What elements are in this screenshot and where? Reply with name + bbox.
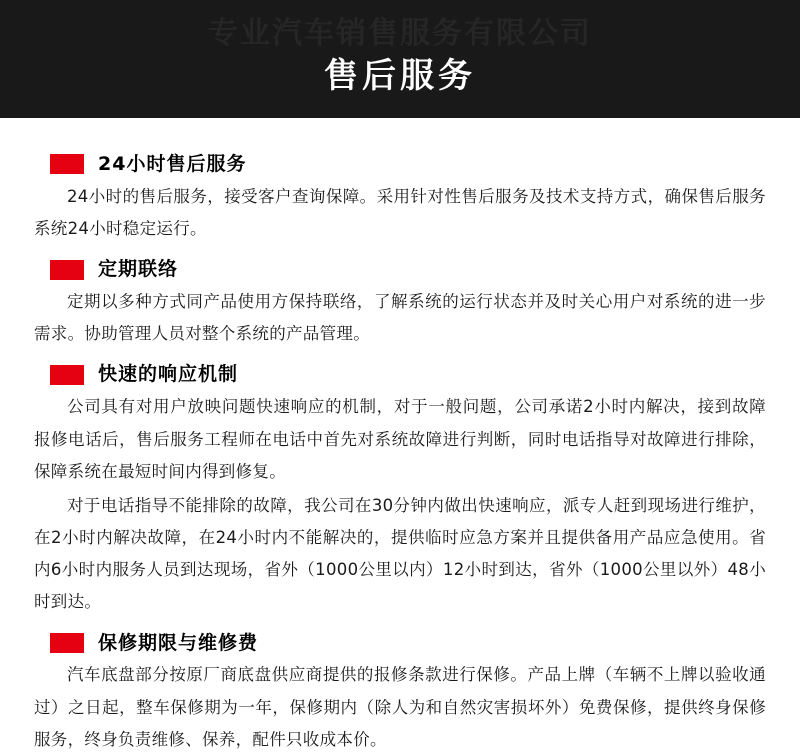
section-24h-service (34, 154, 766, 245)
section-title: 24小时售后服务 (98, 153, 247, 175)
section-paragraph: 对于电话指导不能排除的故障，我公司在30分钟内做出快速响应，派专人赶到现场进行维护，在2小时内解决故障，在24小时内不能解决的，提供临时应急方案并且提供备用产品应急使用。省内6小时内服务人员到达现场，省外（1000公里以内）12小时到达，省外（1000公里以外）48小时到达。 (34, 495, 766, 612)
section-fast-response (34, 364, 766, 618)
red-square-bullet-icon (50, 260, 84, 280)
banner-watermark-text: 专业汽车销售服务有限公司 (208, 16, 592, 51)
section-warranty-period (34, 633, 766, 756)
page-title: 售后服务 (324, 56, 476, 96)
section-regular-contact (34, 259, 766, 350)
page-banner (0, 0, 800, 118)
section-paragraph: 定期以多种方式同产品使用方保持联络，了解系统的运行状态并及时关心用户对系统的进一步需求。协助管理人员对整个系统的产品管理。 (34, 292, 766, 344)
section-heading (50, 154, 766, 175)
red-square-bullet-icon (50, 154, 84, 174)
content-area (0, 118, 800, 756)
section-heading (50, 633, 766, 654)
section-heading (50, 364, 766, 385)
red-square-bullet-icon (50, 365, 84, 385)
section-paragraph: 汽车底盘部分按原厂商底盘供应商提供的报修条款进行保修。产品上牌（车辆不上牌以验收通过）之日起，整车保修期为一年，保修期内（除人为和自然灾害损坏外）免费保修，提供终身保修服务，终身负责维修、保养，配件只收成本价。 (34, 665, 766, 749)
section-title: 保修期限与维修费 (98, 631, 259, 654)
red-square-bullet-icon (50, 633, 84, 653)
section-heading (50, 259, 766, 280)
section-title: 快速的响应机制 (98, 363, 239, 386)
section-title: 定期联络 (98, 258, 179, 281)
section-paragraph: 24小时的售后服务，接受客户查询保障。采用针对性售后服务及技术支持方式，确保售后服务系统24小时稳定运行。 (34, 186, 766, 239)
section-paragraph: 公司具有对用户放映问题快速响应的机制，对于一般问题，公司承诺2小时内解决，接到故障报修电话后，售后服务工程师在电话中首先对系统故障进行判断，同时电话指导对故障进行排除，保障系统在最短时间内得到修复。 (34, 397, 766, 481)
